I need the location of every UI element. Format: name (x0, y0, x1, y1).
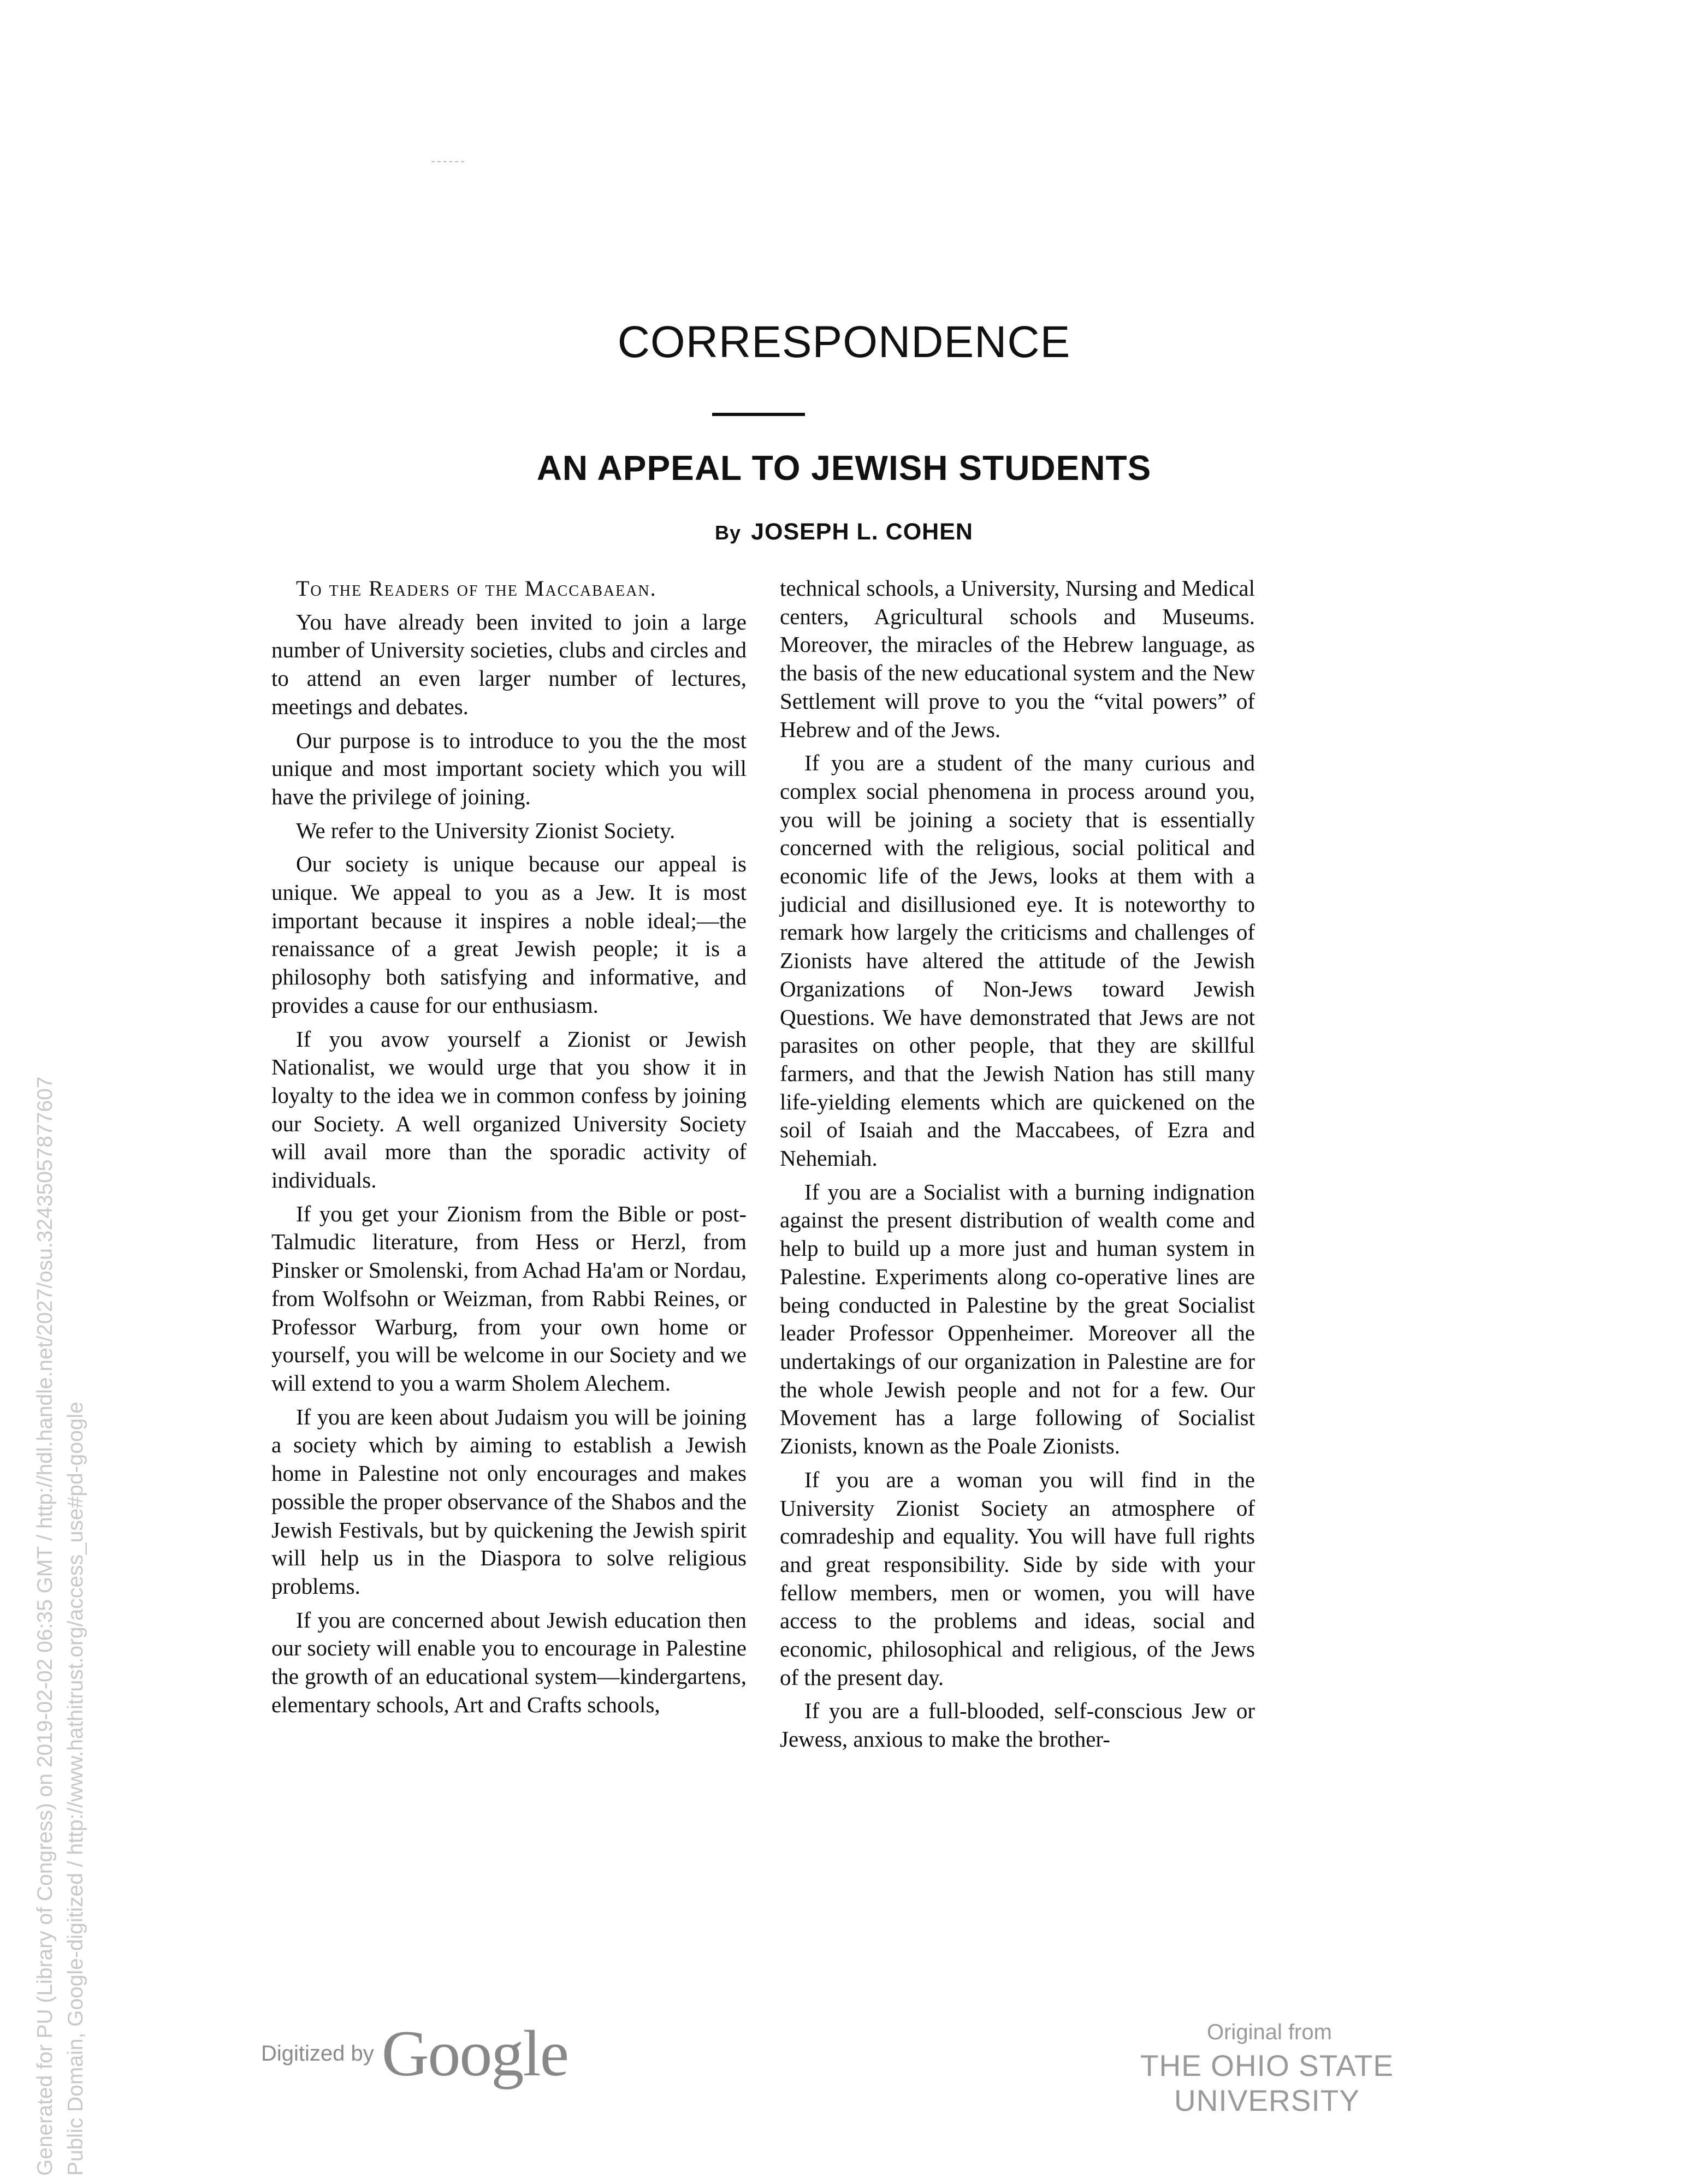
source-attribution (1065, 2020, 1469, 2118)
watermark-line: Public Domain, Google-digitized / http://www.hathitrust.org/access_use#pd-google (64, 1402, 87, 2176)
digitized-by-google-logo (261, 2016, 568, 2091)
paragraph: If you are concerned about Jewish education then our society will enable you to encourage in Palestine the growth of an educational system—kindergartens, elementary schools, Art and Crafts schools, (271, 1607, 747, 1717)
paragraph: If you get your Zionism from the Bible or post-Talmudic literature, from Hess or Herzl, from Pinsker or Smolenski, from Achad Ha'am or Nordau, from Wolfsohn or Weizman, from Rabbi Reines, or Professor Warburg, from your own home or yourself, you will be welcome in our Society and we will extend to you a warm Sholem Alechem. (271, 1201, 747, 1396)
paragraph: If you avow yourself a Zionist or Jewish Nationalist, we would urge that you show it in loyalty to the idea we in common confess by joining our Society. A well organized University Society will avail more than the sporadic activity of individuals. (271, 1026, 747, 1193)
watermark-line: Generated for PU (Library of Congress) on 2019-02-02 06:35 GMT / http://hdl.handle.net/2027/osu.32435057877607 (33, 1076, 57, 2176)
byline-prefix: By (715, 521, 742, 544)
right-column (780, 574, 1255, 1759)
paragraph-continuation: technical schools, a University, Nursing and Medical centers, Agricultural schools and Museums. Moreover, the miracles of the Hebrew language, as the basis of the new educational system and the New Settlement will prove to you the “vital powers” of Hebrew and of the Jews. (780, 575, 1255, 742)
article-title: AN APPEAL TO JEWISH STUDENTS (536, 448, 1152, 488)
paragraph: You have already been invited to join a large number of University societies, clubs and circles and to attend an even larger number of lectures, meetings and debates. (271, 609, 747, 719)
stray-scan-mark (431, 161, 464, 164)
paragraph: If you are a full-blooded, self-conscious Jew or Jewess, anxious to make the brother- (780, 1698, 1255, 1752)
paragraph: Our society is unique because our appeal is unique. We appeal to you as a Jew. It is most important because it inspires a noble ideal;—the renaissance of a great Jewish people; it is a philosophy both satisfying and informative, and provides a cause for our enthusiasm. (271, 851, 747, 1018)
section-title: CORRESPONDENCE (617, 317, 1071, 367)
paragraph: Our purpose is to introduce to you the the most unique and most important society which you will have the privilege of joining. (271, 727, 747, 809)
left-column (271, 574, 747, 1724)
paragraph: If you are a student of the many curious and complex social phenomena in process around you, you will be joining a society that is essentially concerned with the religious, social political and economic life of the Jews, looks at them with a judicial and disillusioned eye. It is noteworthy to remark how largely the criticisms and challenges of Zionists have altered the attitude of the Jewish Organizations of Non-Jews toward Jewish Questions. We have demonstrated that Jews are not parasites on other people, that they are skillful farmers, and that the Jewish Nation has still many life-yielding elements which are quickened on the soil of Isaiah and the Maccabees, of Ezra and Nehemiah. (780, 750, 1255, 1171)
hathitrust-watermark (30, 1077, 91, 2176)
paragraph: We refer to the University Zionist Society. (296, 817, 676, 843)
title-divider (712, 413, 805, 416)
original-from-label: Original from (1207, 2020, 1332, 2044)
university-name: THE OHIO STATE UNIVERSITY (1140, 2049, 1394, 2117)
paragraph: If you are a Socialist with a burning indignation against the present distribution of wealth come and help to build up a more just and human system in Palestine. Experiments along co-operative lines are being conducted in Palestine by the great Socialist leader Professor Oppenheimer. Moreover all the undertakings of our organization in Palestine are for the whole Jewish people and not for a few. Our Movement has a large following of Socialist Zionists, known as the Poale Zionists. (780, 1179, 1255, 1459)
paragraph: If you are keen about Judaism you will be joining a society which by aiming to establish a Jewish home in Palestine not only encourages and makes possible the proper observance of the Shabos and the Jewish Festivals, but by quickening the Jewish spirit will help us in the Diaspora to solve religious problems. (271, 1404, 747, 1599)
paragraph: If you are a woman you will find in the University Zionist Society an atmosphere of comradeship and equality. You will have full rights and great responsibility. Side by side with your fellow members, men or women, you will have access to the problems and ideas, social and economic, philosophical and religious, of the Jews of the present day. (780, 1467, 1255, 1690)
google-logo-text: Google (381, 2017, 568, 2090)
author-name: JOSEPH L. COHEN (751, 519, 973, 545)
byline (0, 519, 1688, 545)
salutation: To the Readers of the Maccabaean. (296, 576, 657, 601)
digitized-by-label: Digitized by (261, 2041, 374, 2066)
